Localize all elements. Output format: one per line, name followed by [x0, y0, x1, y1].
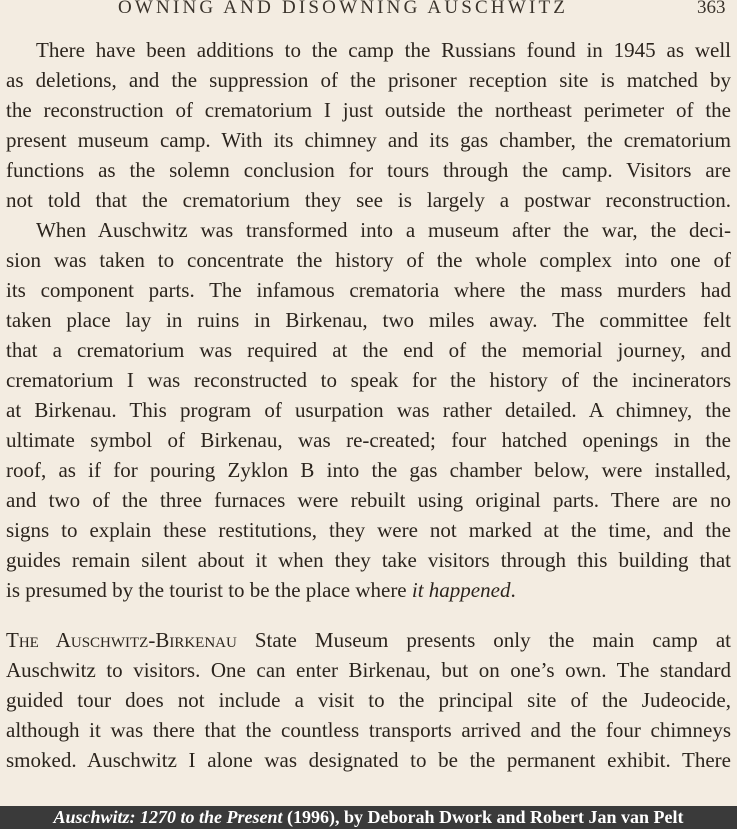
running-head — [0, 0, 737, 22]
paragraph-3-first-rest: State Museum presents only the main camp at — [236, 628, 731, 652]
paragraph-3-line: smoked. Auschwitz I alone was designated to be the permanent exhibit. There — [6, 748, 731, 772]
paragraph-1-line: not told that the crematorium they see is largely a postwar reconstruction. — [6, 188, 731, 212]
paragraph-1-line: functions as the solemn conclusion for tours through the camp. Visitors are — [6, 158, 731, 182]
paragraph-3-line: guided tour does not include a visit to the principal site of the Judeocide, — [6, 688, 731, 712]
paragraph-2-line: guides remain silent about it when they take visitors through this building that — [6, 548, 731, 572]
paragraph-2-line: taken place lay in ruins in Birkenau, two miles away. The committee felt — [6, 308, 731, 332]
paragraph-2-line: that a crematorium was required at the end of the memorial journey, and — [6, 338, 731, 362]
paragraph-3-first-line — [6, 625, 731, 655]
paragraph-2-period: . — [510, 578, 516, 602]
small-caps-lead: The Auschwitz-Birkenau — [6, 628, 237, 652]
emphasis-it-happened: it happened — [411, 578, 511, 602]
paragraph-2-line: at Birkenau. This program of usurpation was rather detailed. A chimney, the — [6, 398, 731, 422]
paragraph-2-line: roof, as if for pouring Zyklon B into the gas chamber below, were installed, — [6, 458, 731, 482]
paragraph-2-line: its component parts. The infamous crematoria where the mass murders had — [6, 278, 731, 302]
paragraph-2-line: sion was taken to concentrate the history of the whole complex into one of — [6, 248, 731, 272]
page-number: 363 — [697, 0, 726, 18]
running-title: OWNING AND DISOWNING AUSCHWITZ — [118, 0, 569, 18]
caption-rest: (1996), by Deborah Dwork and Robert Jan van Pelt — [282, 807, 684, 827]
paragraph-3-line: Auschwitz to visitors. One can enter Birkenau, but on one’s own. The standard — [6, 658, 731, 682]
paragraph-2-last-line — [6, 575, 731, 605]
caption-title: Auschwitz: 1270 to the Present — [53, 807, 283, 827]
paragraph-3-line: although it was there that the countless transports arrived and the four chimneys — [6, 718, 731, 742]
paragraph-2-line: and two of the three furnaces were rebuilt using original parts. There are no — [6, 488, 731, 512]
paragraph-2-line: ultimate symbol of Birkenau, was re-created; four hatched openings in the — [6, 428, 731, 452]
paragraph-2-line: When Auschwitz was transformed into a museum after the war, the deci- — [36, 218, 731, 242]
paragraph-1-line: as deletions, and the suppression of the prisoner reception site is matched by — [6, 68, 731, 92]
paragraph-1-line: There have been additions to the camp the Russians found in 1945 as well — [36, 38, 731, 62]
paragraph-1-line: present museum camp. With its chimney and its gas chamber, the crematorium — [6, 128, 731, 152]
paragraph-2-line: crematorium I was reconstructed to speak for the history of the incinerators — [6, 368, 731, 392]
paragraph-1-line: the reconstruction of crematorium I just outside the northeast perimeter of the — [6, 98, 731, 122]
paragraph-2-last-text: is presumed by the tourist to be the place where — [6, 578, 412, 602]
source-caption — [0, 806, 737, 829]
paragraph-2-line: signs to explain these restitutions, they were not marked at the time, and the — [6, 518, 731, 542]
